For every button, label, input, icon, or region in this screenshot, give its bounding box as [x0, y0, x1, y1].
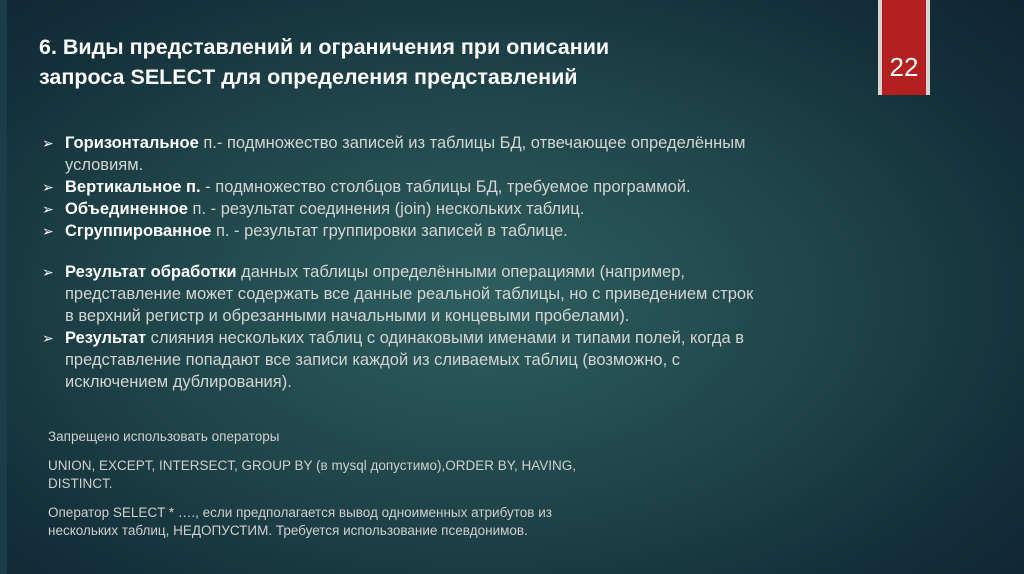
bullet-item-horizontal: [42, 132, 942, 176]
bullet-text: п.- подмножество записей из таблицы БД, отвечающее определённым: [198, 134, 746, 152]
bullet-term: Объединенное: [65, 200, 188, 218]
arrow-bullet-icon: ➢: [42, 330, 54, 346]
bullet-text: п. - результат группировки записей в таблице.: [211, 222, 568, 240]
bullet-term: Сгруппированное: [65, 222, 212, 240]
bullet-text: в верхний регистр и обрезанными начальными и концевыми пробелами).: [65, 307, 630, 325]
bullet-item-vertical: [42, 176, 942, 198]
arrow-bullet-icon: ➢: [42, 179, 54, 195]
bullet-term: Вертикальное п.: [65, 178, 201, 196]
note-forbidden-intro: [48, 428, 748, 446]
bullet-text: представление попадают все записи каждой из сливаемых таблиц (возможно, с: [65, 351, 681, 369]
arrow-bullet-icon: ➢: [42, 264, 54, 280]
bullet-text: исключением дублирования).: [65, 373, 292, 391]
bullet-term: Горизонтальное: [65, 134, 199, 152]
page-number: 22: [889, 52, 919, 82]
arrow-bullet-icon: ➢: [42, 135, 54, 151]
notes-block: [48, 428, 748, 551]
bullet-text: - подмножество столбцов таблицы БД, требуемое программой.: [200, 178, 691, 196]
bullet-item-grouped: [42, 220, 942, 242]
bullet-text: слияния нескольких таблиц с одинаковыми именами и типами полей, когда в: [146, 329, 744, 347]
bullet-text: условиям.: [65, 156, 144, 174]
note-text: DISTINCT.: [48, 476, 113, 491]
arrow-bullet-icon: ➢: [42, 201, 54, 217]
bullet-item-joined: [42, 198, 942, 220]
left-accent-bar: [0, 0, 7, 574]
note-forbidden-operators: [48, 457, 748, 493]
bullet-item-processing-result: [42, 261, 942, 327]
bullet-list: [42, 132, 942, 393]
arrow-bullet-icon: ➢: [42, 223, 54, 239]
slide-title-line: запроса SELECT для определения представлений: [39, 65, 578, 89]
bullet-term: Результат обработки: [65, 263, 237, 281]
bullet-text: п. - результат соединения (join) нескольких таблиц.: [187, 200, 585, 218]
bullet-text: данных таблицы определёнными операциями (например,: [236, 263, 685, 281]
slide-title-line: 6. Виды представлений и ограничения при описании: [39, 35, 610, 59]
note-text: UNION, EXCEPT, INTERSECT, GROUP BY (в mysql допустимо),ORDER BY, HAVING,: [48, 458, 577, 473]
page-number-badge: [878, 0, 930, 95]
slide-title: [39, 32, 859, 92]
bullet-item-merge-result: [42, 327, 942, 393]
bullet-text: представление может содержать все данные реальной таблицы, но с приведением строк: [65, 285, 754, 303]
note-text: Запрещено использовать операторы: [48, 429, 280, 444]
note-select-star: [48, 504, 748, 540]
bullet-term: Результат: [65, 329, 147, 347]
note-text: нескольких таблиц, НЕДОПУСТИМ. Требуется использование псевдонимов.: [48, 523, 528, 538]
note-text: Оператор SELECT * …., если предполагается вывод одноименных атрибутов из: [48, 505, 552, 520]
